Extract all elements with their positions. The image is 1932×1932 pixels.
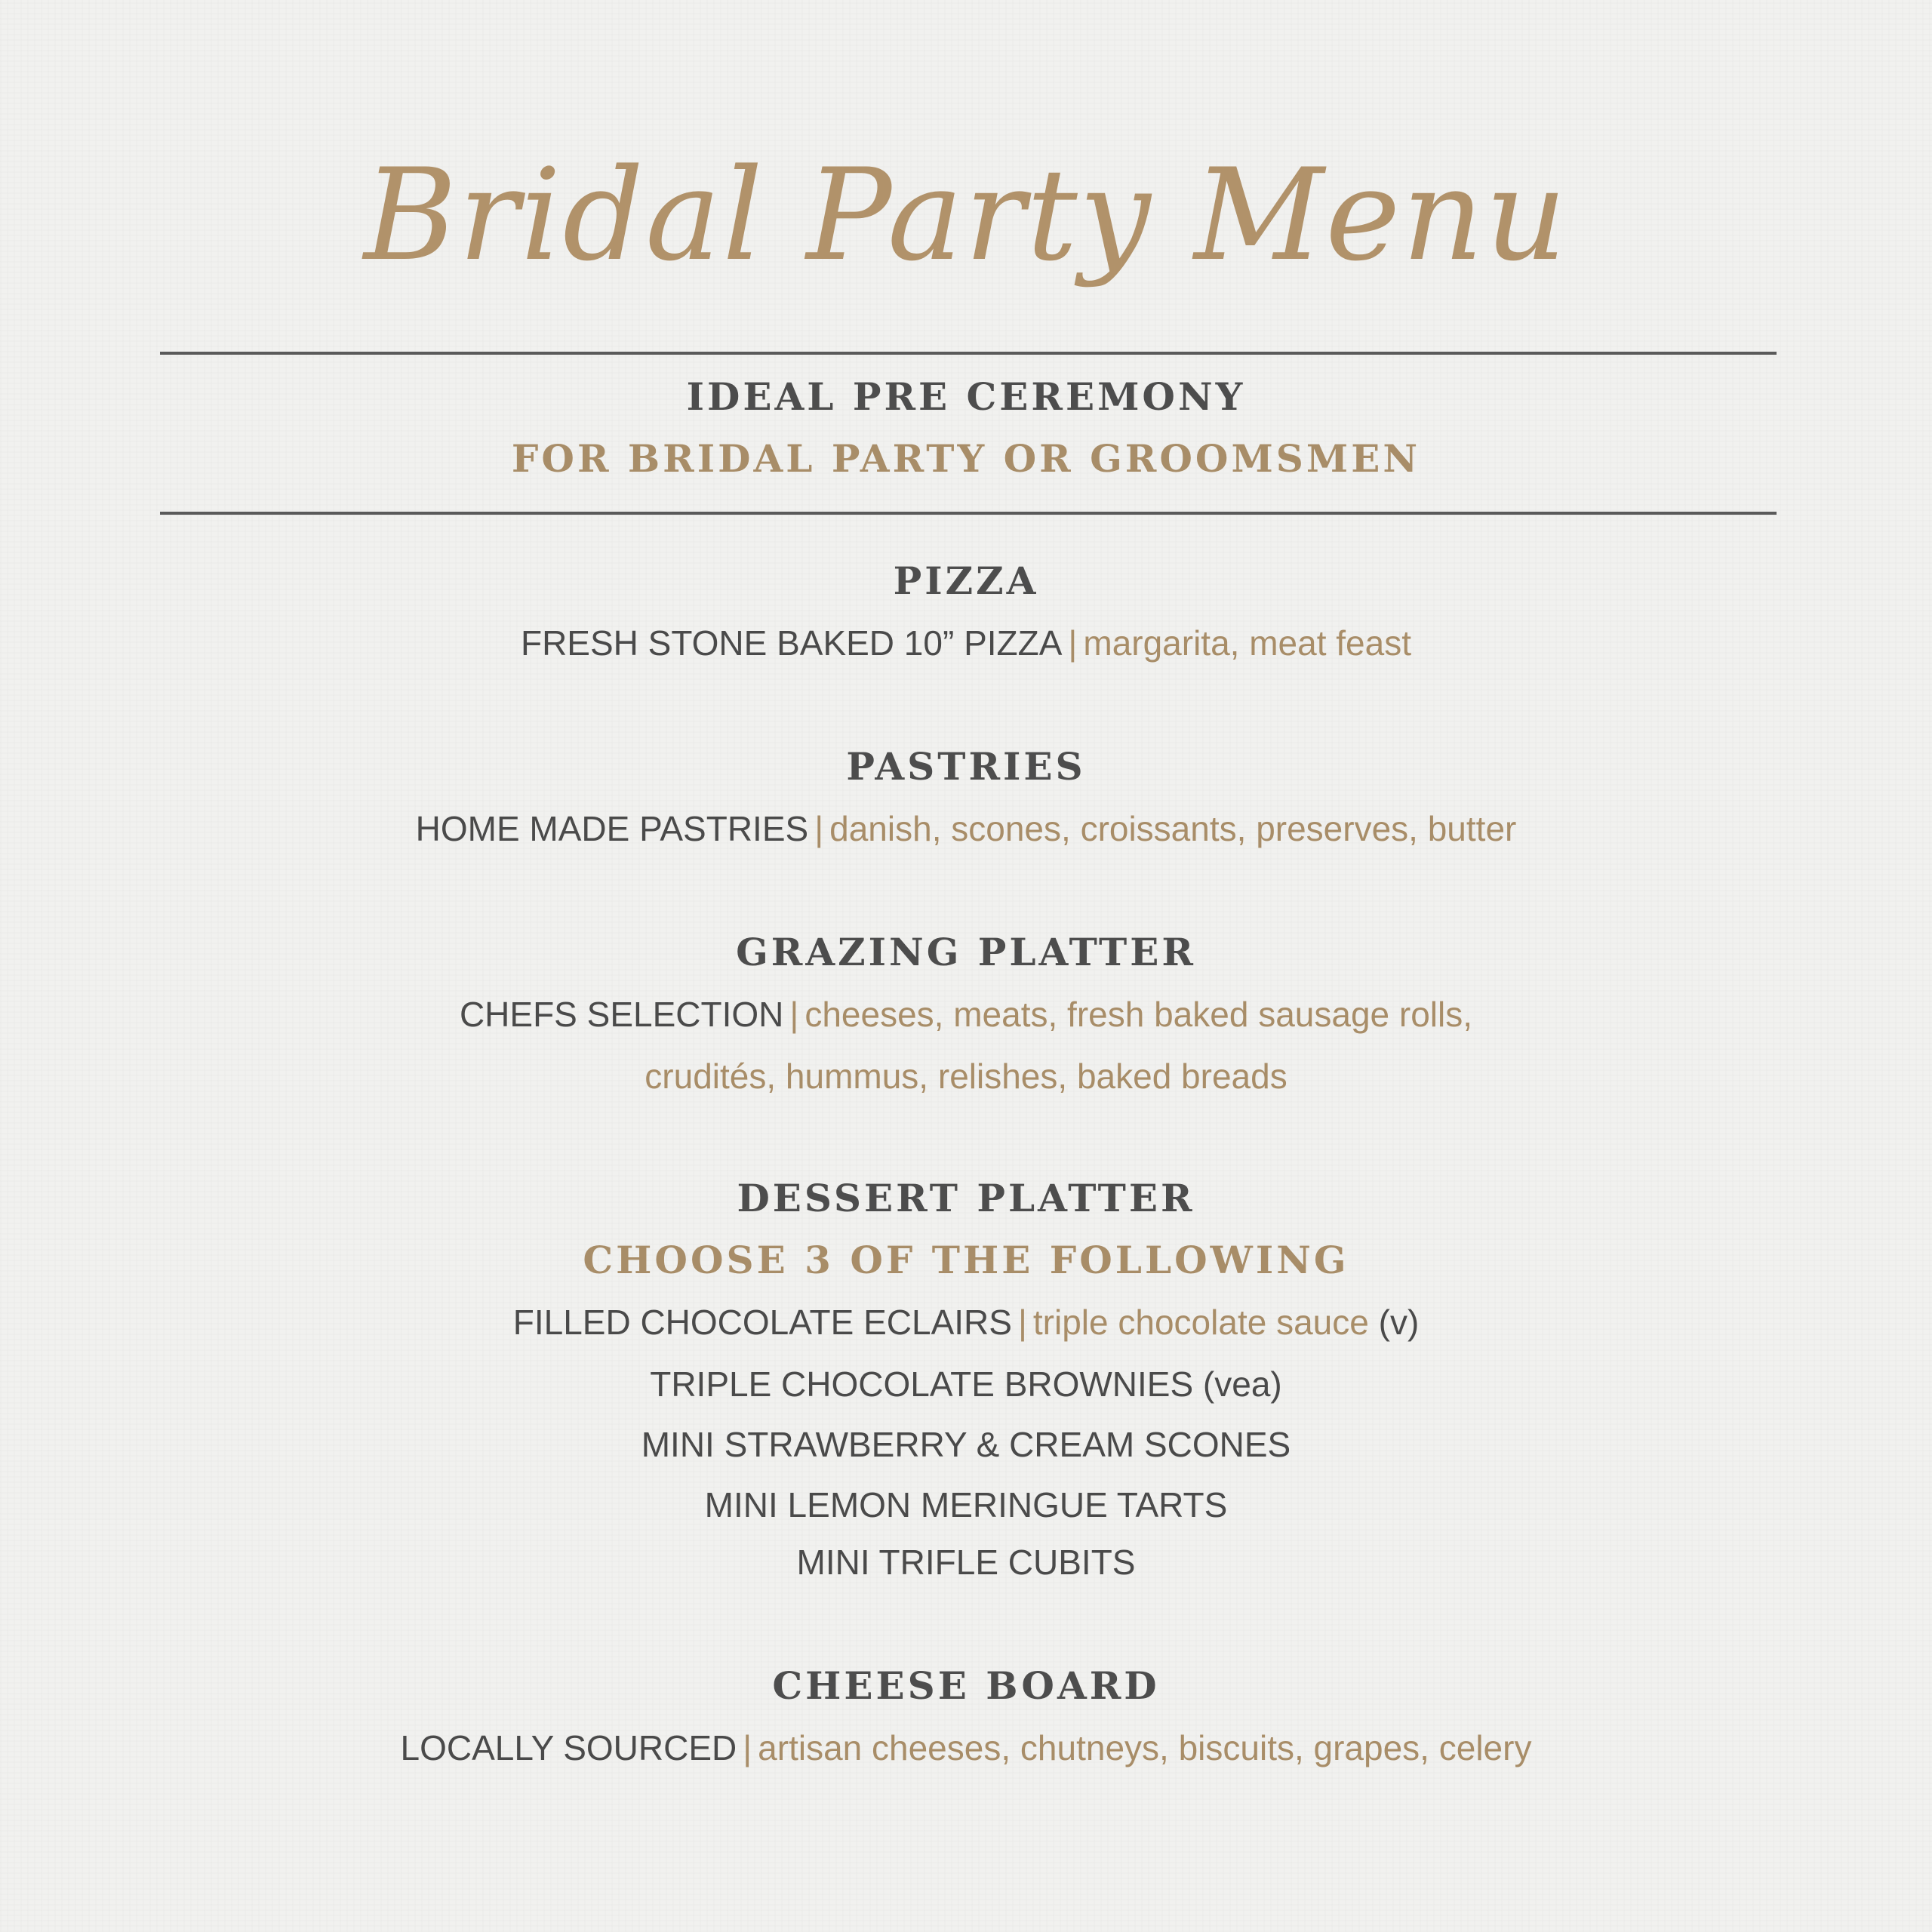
grazing-item: CHEFS SELECTION — [459, 995, 784, 1034]
section-heading-pastries: PASTRIES — [846, 744, 1086, 789]
dessert-item-5: MINI TRIFLE CUBITS — [796, 1543, 1136, 1582]
pastries-desc: danish, scones, croissants, preserves, butter — [829, 809, 1517, 848]
pastries-item: HOME MADE PASTRIES — [415, 809, 809, 848]
dessert-item-3: MINI STRAWBERRY & CREAM SCONES — [641, 1425, 1291, 1464]
pizza-desc: margarita, meat feast — [1083, 623, 1411, 663]
header-line-2: FOR BRIDAL PARTY OR GROOMSMEN — [511, 436, 1421, 481]
grazing-desc: cheeses, meats, fresh baked sausage rolls, — [804, 995, 1473, 1034]
dessert-item-1-desc: triple chocolate sauce — [1032, 1303, 1369, 1342]
pizza-separator: | — [1068, 623, 1078, 663]
top-divider — [160, 352, 1777, 355]
section-heading-grazing: GRAZING PLATTER — [736, 930, 1196, 974]
dessert-item-1: FILLED CHOCOLATE ECLAIRS — [512, 1303, 1012, 1342]
dessert-line-1 — [0, 1300, 1932, 1345]
grazing-line — [0, 992, 1932, 1037]
dessert-subheading: CHOOSE 3 OF THE FOLLOWING — [583, 1238, 1349, 1282]
grazing-line-2 — [0, 1054, 1932, 1099]
dessert-separator: | — [1017, 1303, 1027, 1342]
section-heading-pizza: PIZZA — [893, 558, 1039, 603]
pizza-item: FRESH STONE BAKED 10” PIZZA — [520, 623, 1063, 663]
header-line-1: IDEAL PRE CEREMONY — [686, 374, 1246, 419]
dessert-item-2: TRIPLE CHOCOLATE BROWNIES (vea) — [650, 1364, 1282, 1404]
bottom-divider — [160, 512, 1777, 515]
pastries-line — [0, 806, 1932, 851]
dessert-item-1-tag: (v) — [1378, 1303, 1420, 1342]
cheese-item: LOCALLY SOURCED — [400, 1728, 737, 1767]
cheese-desc: artisan cheeses, chutneys, biscuits, grapes, celery — [758, 1728, 1532, 1767]
cheese-line — [0, 1725, 1932, 1770]
dessert-item-4: MINI LEMON MERINGUE TARTS — [704, 1485, 1228, 1524]
pizza-line — [0, 620, 1932, 666]
pastries-separator: | — [814, 809, 824, 848]
grazing-separator: | — [789, 995, 799, 1034]
grazing-desc-2: crudités, hummus, relishes, baked breads — [645, 1057, 1287, 1096]
section-heading-dessert: DESSERT PLATTER — [737, 1176, 1195, 1220]
section-heading-cheese: CHEESE BOARD — [772, 1663, 1160, 1708]
cheese-separator: | — [743, 1728, 752, 1767]
menu-title: Bridal Party Menu — [364, 141, 1568, 289]
